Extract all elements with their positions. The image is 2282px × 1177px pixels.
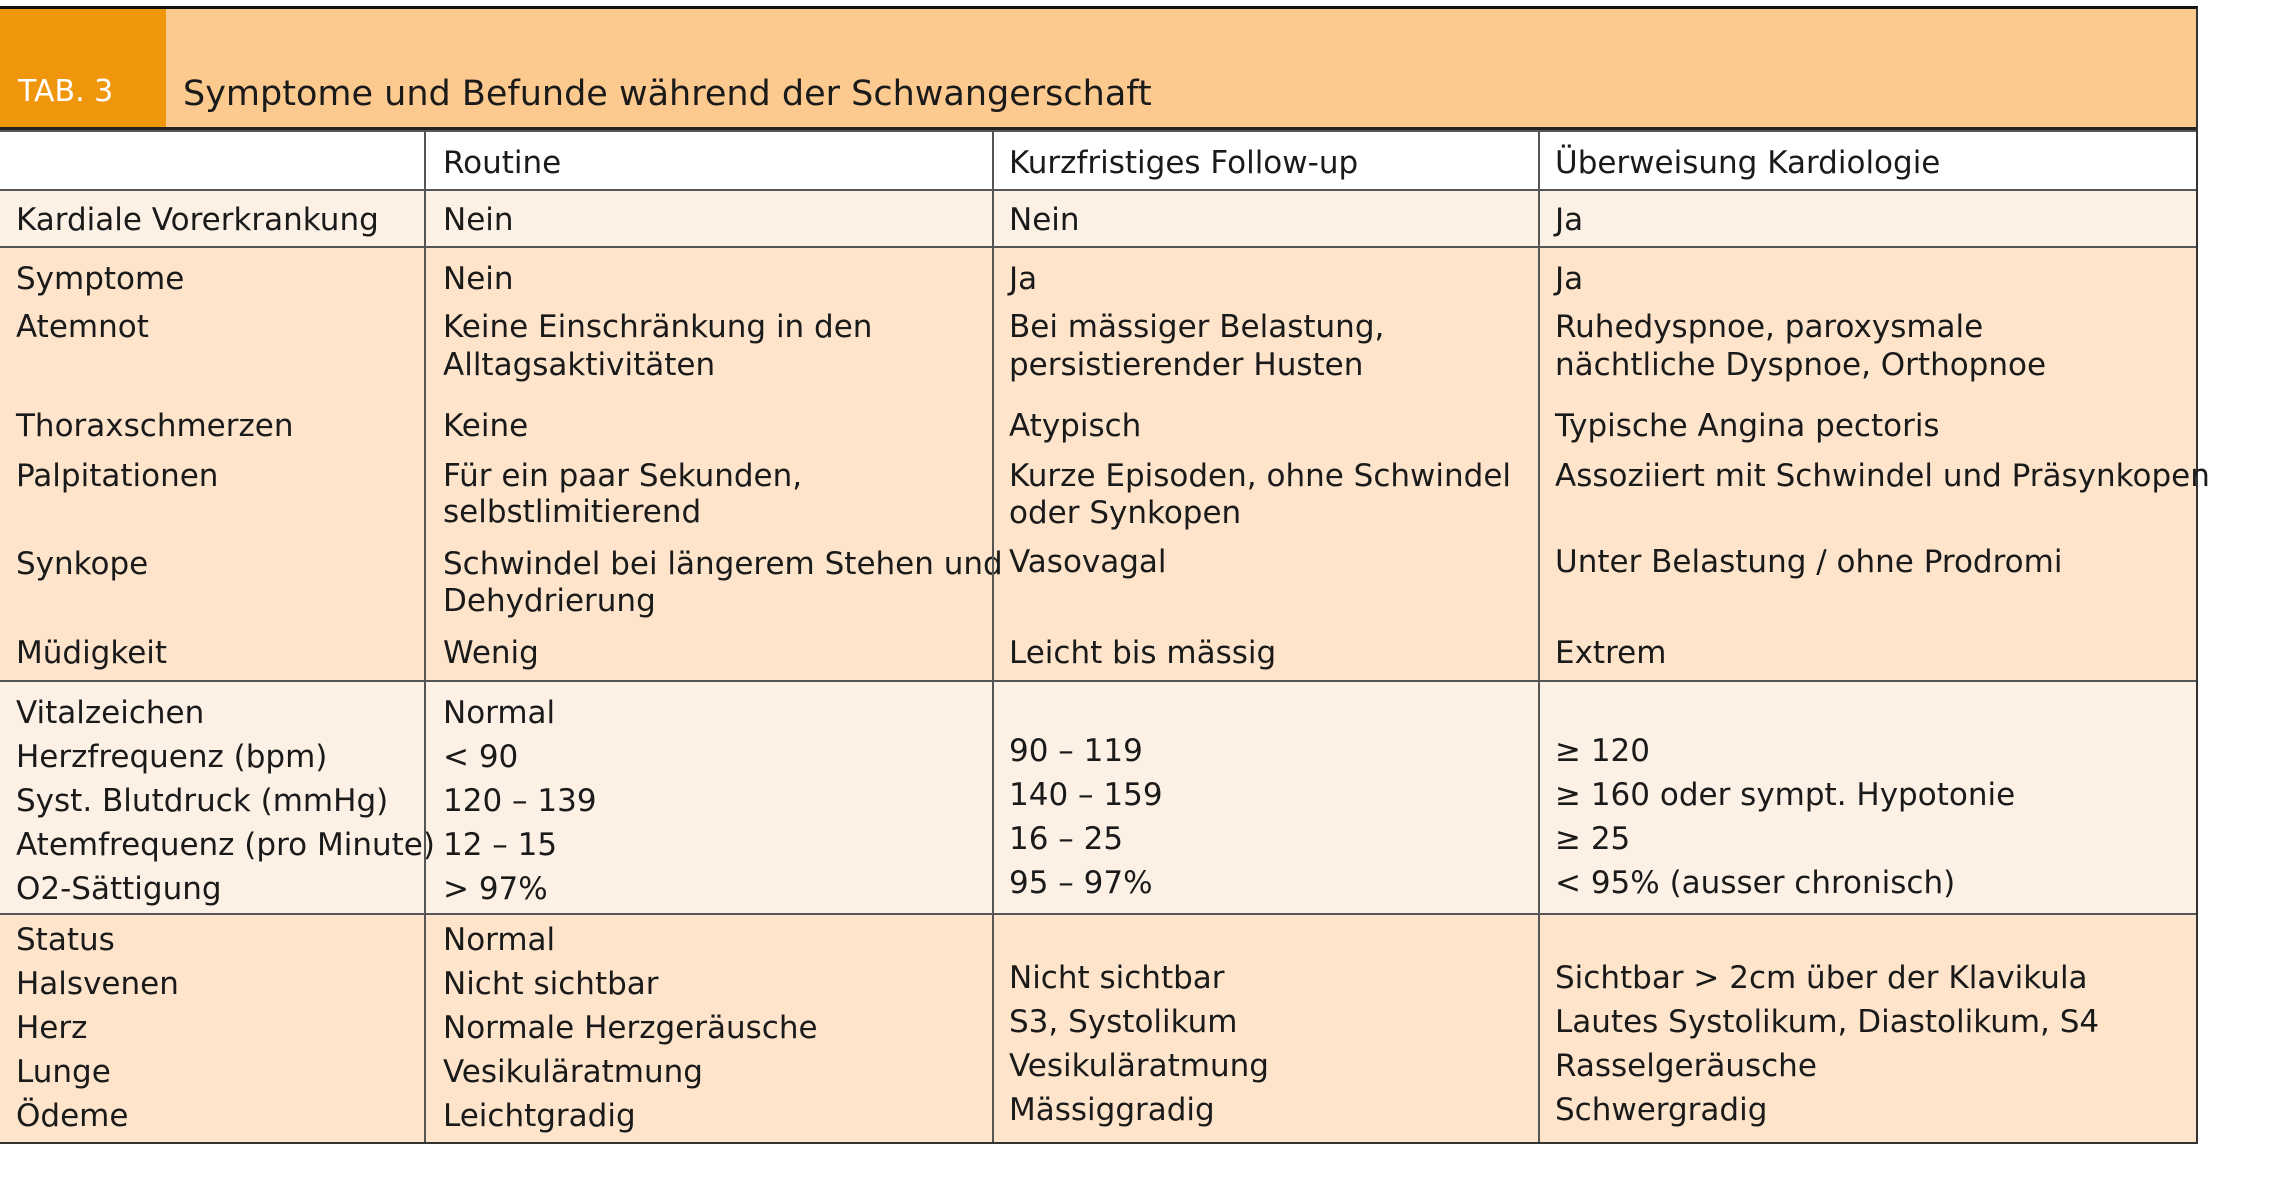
cell-kardiologie: Ja	[1538, 191, 2196, 246]
column-header-row	[0, 130, 2196, 189]
group-routine: Normal < 90 120 – 139 12 – 15 > 97%	[424, 682, 992, 913]
table-number: TAB. 3	[18, 74, 114, 109]
column-header-empty	[0, 132, 424, 189]
table-title: Symptome und Befunde während der Schwangerschaft	[183, 74, 1152, 114]
row-label: Atemfrequenz (pro Minute)	[16, 827, 435, 863]
row-label: Kardiale Vorerkrankung	[16, 202, 379, 238]
row-label: Halsvenen	[16, 966, 179, 1002]
group-routine: Nein Keine Einschränkung in den Alltagsaktivitäten Keine Für ein paar Sekunden, selbstlimitierend Schwindel bei längerem Stehen und Dehydrierung Wenig	[424, 248, 992, 680]
row-label: Vitalzeichen	[16, 695, 205, 731]
row-label: Thoraxschmerzen	[16, 408, 294, 444]
row-label: Ödeme	[16, 1098, 129, 1134]
table-group-status	[0, 913, 2196, 1142]
group-kardiologie: Sichtbar > 2cm über der Klavikula Lautes Systolikum, Diastolikum, S4 Rasselgeräusche Schwergradig	[1538, 915, 2196, 1142]
table-group-vitalzeichen	[0, 680, 2196, 913]
row-label: O2-Sättigung	[16, 871, 222, 907]
row-label: Lunge	[16, 1054, 111, 1090]
column-header-kardiologie: Überweisung Kardiologie	[1538, 132, 2196, 189]
table-row-kardiale-vorerkrankung	[0, 189, 2196, 246]
table-frame	[0, 6, 2210, 1144]
cell-routine: Nein	[424, 191, 992, 246]
row-label: Herzfrequenz (bpm)	[16, 739, 328, 775]
row-label: Müdigkeit	[16, 635, 168, 671]
row-label: Synkope	[16, 546, 149, 582]
group-labels	[0, 915, 424, 1142]
group-followup: Ja Bei mässiger Belastung, persistierender Husten Atypisch Kurze Episoden, ohne Schwindel oder Synkopen Vasovagal Leicht bis mässig	[992, 248, 1538, 680]
table-header	[0, 9, 2196, 130]
row-label: Syst. Blutdruck (mmHg)	[16, 783, 389, 819]
row-label: Symptome	[16, 261, 185, 297]
group-labels	[0, 248, 424, 680]
group-kardiologie: ≥ 120 ≥ 160 oder sympt. Hypotonie ≥ 25 < 95% (ausser chronisch)	[1538, 682, 2196, 913]
group-followup: 90 – 119 140 – 159 16 – 25 95 – 97%	[992, 682, 1538, 913]
cell-followup: Nein	[992, 191, 1538, 246]
group-routine: Normal Nicht sichtbar Normale Herzgeräusche Vesikuläratmung Leichtgradig	[424, 915, 992, 1142]
group-followup: Nicht sichtbar S3, Systolikum Vesikuläratmung Mässiggradig	[992, 915, 1538, 1142]
column-header-followup: Kurzfristiges Follow-up	[992, 132, 1538, 189]
row-label: Herz	[16, 1010, 88, 1046]
column-header-routine: Routine	[424, 132, 992, 189]
group-kardiologie: Ja Ruhedyspnoe, paroxysmale nächtliche Dyspnoe, Orthopnoe Typische Angina pectoris Assoziiert mit Schwindel und Präsynkopen Unter Belastung / ohne Prodromi Extrem	[1538, 248, 2196, 680]
group-labels	[0, 682, 435, 913]
table-group-symptome	[0, 246, 2210, 680]
row-label: Atemnot	[16, 309, 149, 345]
row-label: Palpitationen	[16, 458, 219, 494]
row-label: Status	[16, 922, 115, 958]
table-number-badge	[0, 9, 166, 127]
